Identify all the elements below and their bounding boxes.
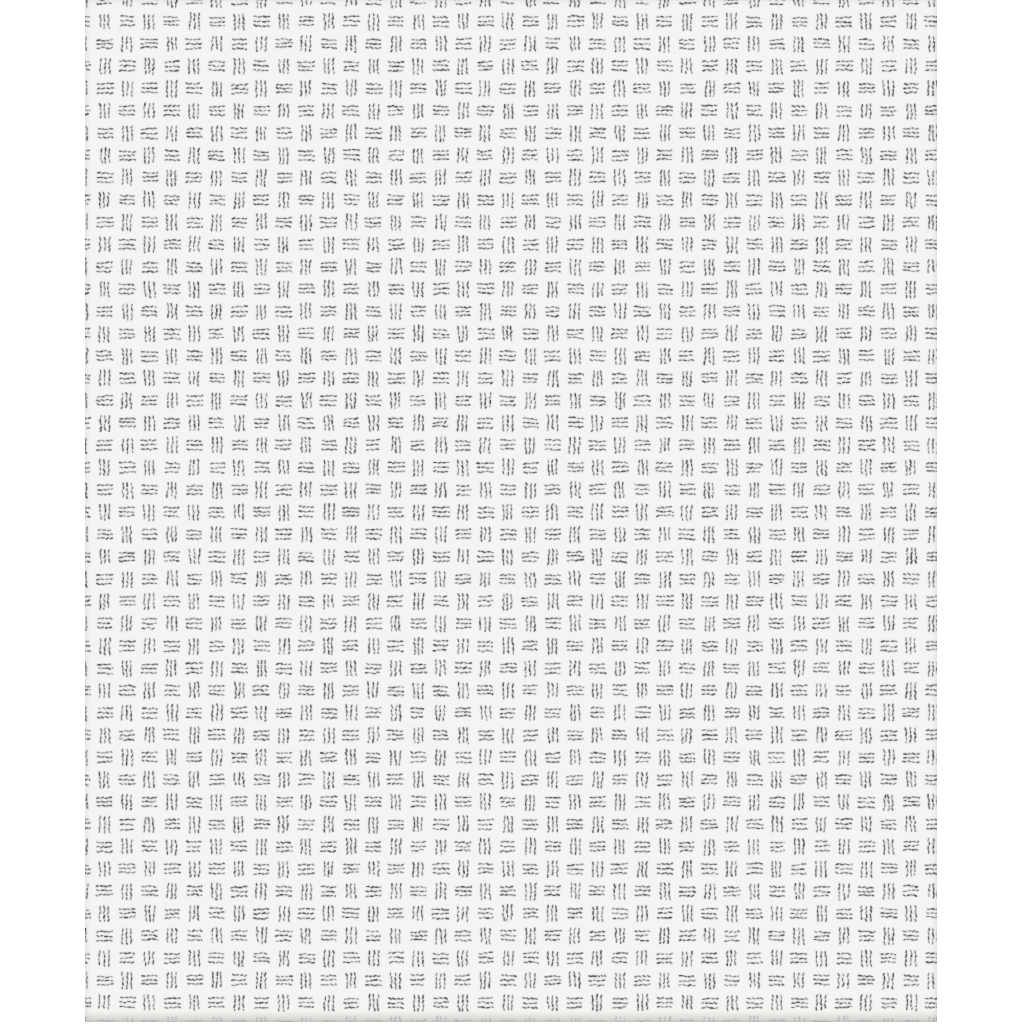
fabric-swatch (85, 0, 937, 1022)
tally-dash-pattern (85, 0, 937, 1022)
